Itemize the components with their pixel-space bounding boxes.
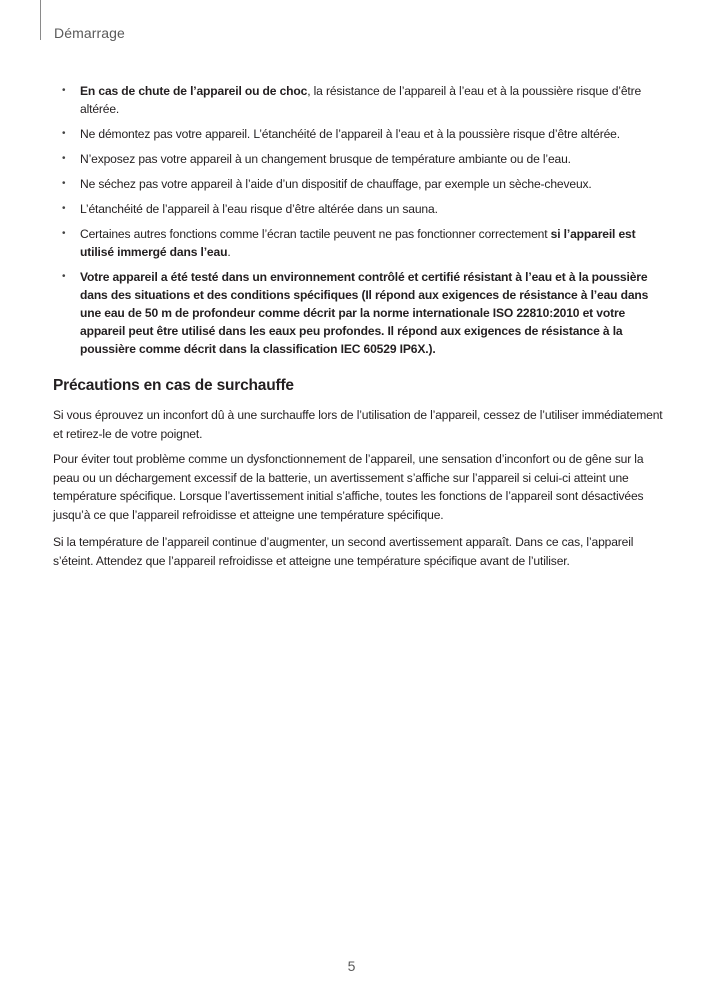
bold-text: En cas de chute de l’appareil ou de choc (80, 84, 308, 98)
item-text: Certaines autres fonctions comme l’écran tactile peuvent ne pas fonctionner correctement (80, 227, 551, 241)
item-text-end: . (227, 245, 231, 259)
bullet-icon: • (62, 203, 66, 214)
list-item (62, 225, 657, 261)
list-item (62, 150, 657, 168)
bullet-icon: • (62, 228, 66, 239)
list-item (62, 175, 657, 193)
bullet-icon: • (62, 153, 66, 164)
list-item (62, 82, 657, 118)
page-number: 5 (347, 958, 356, 974)
bullet-icon: • (62, 271, 66, 282)
item-text: L’étanchéité de l’appareil à l’eau risque d’être altérée dans un sauna. (80, 202, 438, 216)
paragraph: Pour éviter tout problème comme un dysfonctionnement de l’appareil, une sensation d’inconfort ou de gêne sur la peau ou un déchargement excessif de la batterie, un avertissement s’affiche sur l’appareil si celui-ci atteint une température spécifique. Lorsque l’avertissement initial s’affiche, toutes les fonctions de l’appareil sont désactivées jusqu’à ce que l’appareil refroidisse et atteigne une température spécifique. (53, 452, 644, 522)
chapter-header: Démarrage (54, 25, 125, 41)
paragraph: Si vous éprouvez un inconfort dû à une surchauffe lors de l’utilisation de l’appareil, cessez de l’utiliser immédiatement et retirez-le de votre poignet. (53, 408, 663, 441)
bold-text: Votre appareil a été testé dans un environnement contrôlé et certifié résistant à l’eau et à la poussière dans des situations et des conditions spécifiques (Il répond aux exigences de résistance à l’eau dans une eau de 50 m de profondeur comme décrit par la norme internationale ISO 22810:2010 et votre appareil peut être utilisé dans les eaux peu profondes. Il répond aux exigences de résistance à la poussière comme décrit dans la classification IEC 60529 IP6X.). (80, 270, 649, 356)
bullet-icon: • (62, 178, 66, 189)
precautions-list (62, 82, 657, 365)
header-rule (40, 0, 41, 40)
list-item (62, 200, 657, 218)
bullet-icon: • (62, 128, 66, 139)
paragraph: Si la température de l’appareil continue d’augmenter, un second avertissement apparaît. Dans ce cas, l’appareil s’éteint. Attendez que l’appareil refroidisse et atteigne une température spécifique avant de l’utiliser. (53, 535, 634, 568)
item-text: Ne séchez pas votre appareil à l’aide d’un dispositif de chauffage, par exemple un sèche-cheveux. (80, 177, 592, 191)
section-title: Précautions en cas de surchauffe (53, 377, 294, 394)
list-item (62, 125, 657, 143)
bullet-icon: • (62, 85, 66, 96)
item-text: , la résistance de l’appareil à l’eau et à la poussière risque d’être altérée. (80, 84, 642, 116)
item-text: Ne démontez pas votre appareil. L’étanchéité de l’appareil à l’eau et à la poussière risque d’être altérée. (80, 127, 620, 141)
list-item (62, 268, 657, 358)
bold-text: si l’appareil est utilisé immergé dans l’eau (80, 227, 636, 259)
item-text: N’exposez pas votre appareil à un changement brusque de température ambiante ou de l’eau. (80, 152, 571, 166)
